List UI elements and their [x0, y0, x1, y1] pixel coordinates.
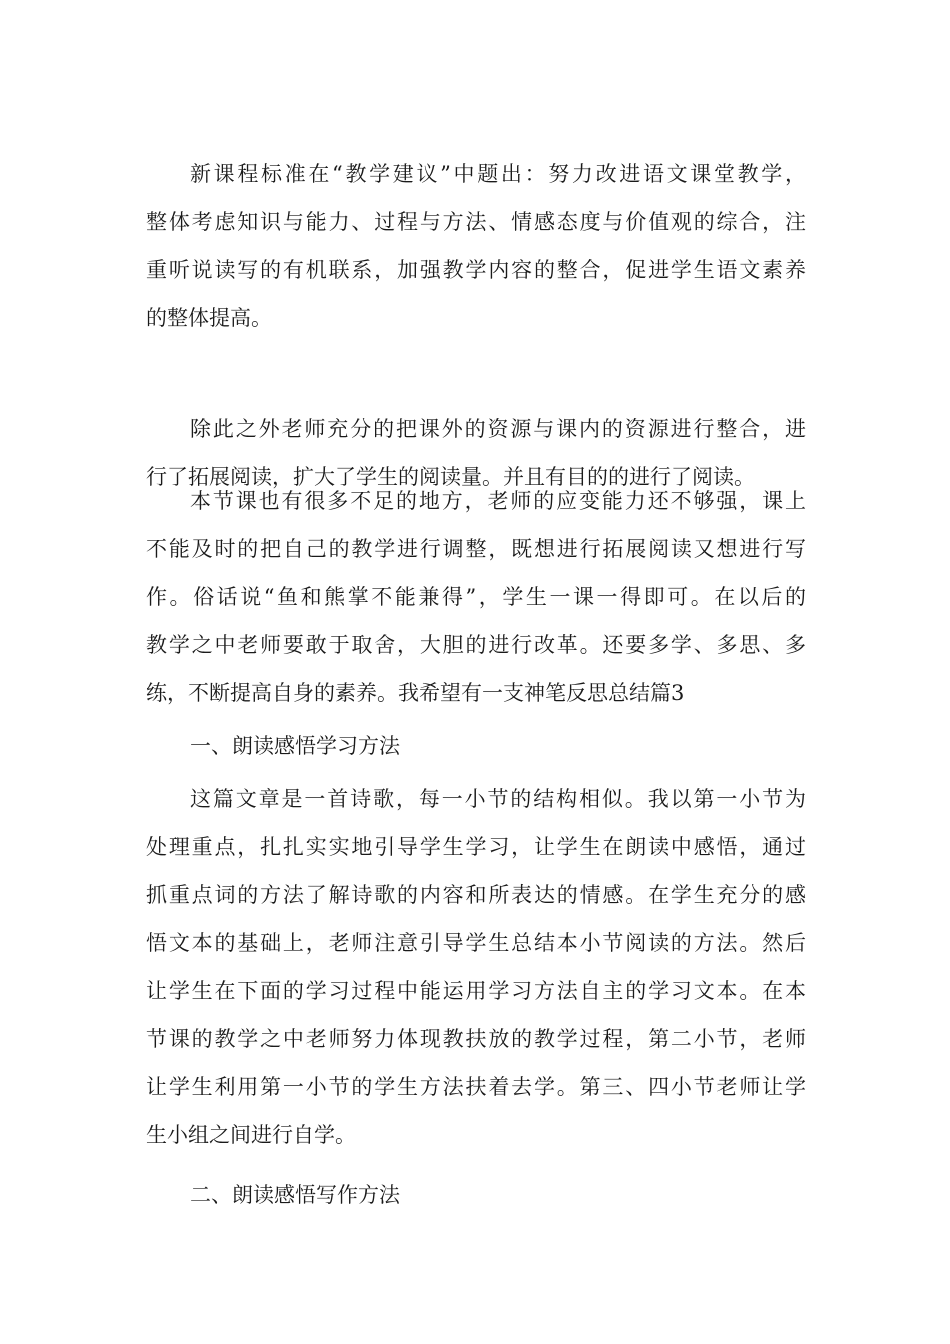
text-line: 悟文本的基础上，老师注意引导学生总结本小节阅读的方法。然后	[146, 931, 806, 955]
text-line: 除此之外老师充分的把课外的资源与课内的资源进行整合，进	[190, 417, 806, 441]
section-heading: 一、朗读感悟学习方法	[190, 734, 400, 758]
paragraph-course-standard	[146, 150, 806, 342]
text-line: 练，不断提高自身的素养。我希望有一支神笔反思总结篇3	[146, 681, 685, 705]
text-line: 新课程标准在“教学建议”中题出：努力改进语文课堂教学，	[190, 162, 806, 186]
text-line: 节课的教学之中老师努力体现教扶放的教学过程，第二小节，老师	[146, 1027, 806, 1051]
text-line: 行了拓展阅读，扩大了学生的阅读量。并且有目的的进行了阅读。	[146, 465, 755, 489]
section-heading-2	[146, 1171, 806, 1219]
text-line: 不能及时的把自己的教学进行调整，既想进行拓展阅读又想进行写	[146, 537, 806, 561]
text-line: 的整体提高。	[146, 306, 272, 330]
section-heading-1	[146, 722, 806, 770]
paragraph-shortcomings	[146, 477, 806, 717]
text-line: 本节课也有很多不足的地方，老师的应变能力还不够强，课上	[190, 489, 806, 513]
text-line: 处理重点，扎扎实实地引导学生学习，让学生在朗读中感悟，通过	[146, 835, 806, 859]
text-line: 作。俗话说“鱼和熊掌不能兼得”，学生一课一得即可。在以后的	[146, 585, 806, 609]
text-line: 让学生利用第一小节的学生方法扶着去学。第三、四小节老师让学	[146, 1075, 806, 1099]
text-line: 让学生在下面的学习过程中能运用学习方法自主的学习文本。在本	[146, 979, 806, 1003]
paragraph-poem-reading	[146, 775, 806, 1159]
section-heading: 二、朗读感悟写作方法	[190, 1183, 400, 1207]
text-line: 整体考虑知识与能力、过程与方法、情感态度与价值观的综合，注	[146, 210, 806, 234]
text-line: 重听说读写的有机联系，加强教学内容的整合，促进学生语文素养	[146, 258, 806, 282]
text-line: 这篇文章是一首诗歌，每一小节的结构相似。我以第一小节为	[190, 787, 806, 811]
text-line: 抓重点词的方法了解诗歌的内容和所表达的情感。在学生充分的感	[146, 883, 806, 907]
text-line: 生小组之间进行自学。	[146, 1123, 356, 1147]
text-line: 教学之中老师要敢于取舍，大胆的进行改革。还要多学、多思、多	[146, 633, 806, 657]
